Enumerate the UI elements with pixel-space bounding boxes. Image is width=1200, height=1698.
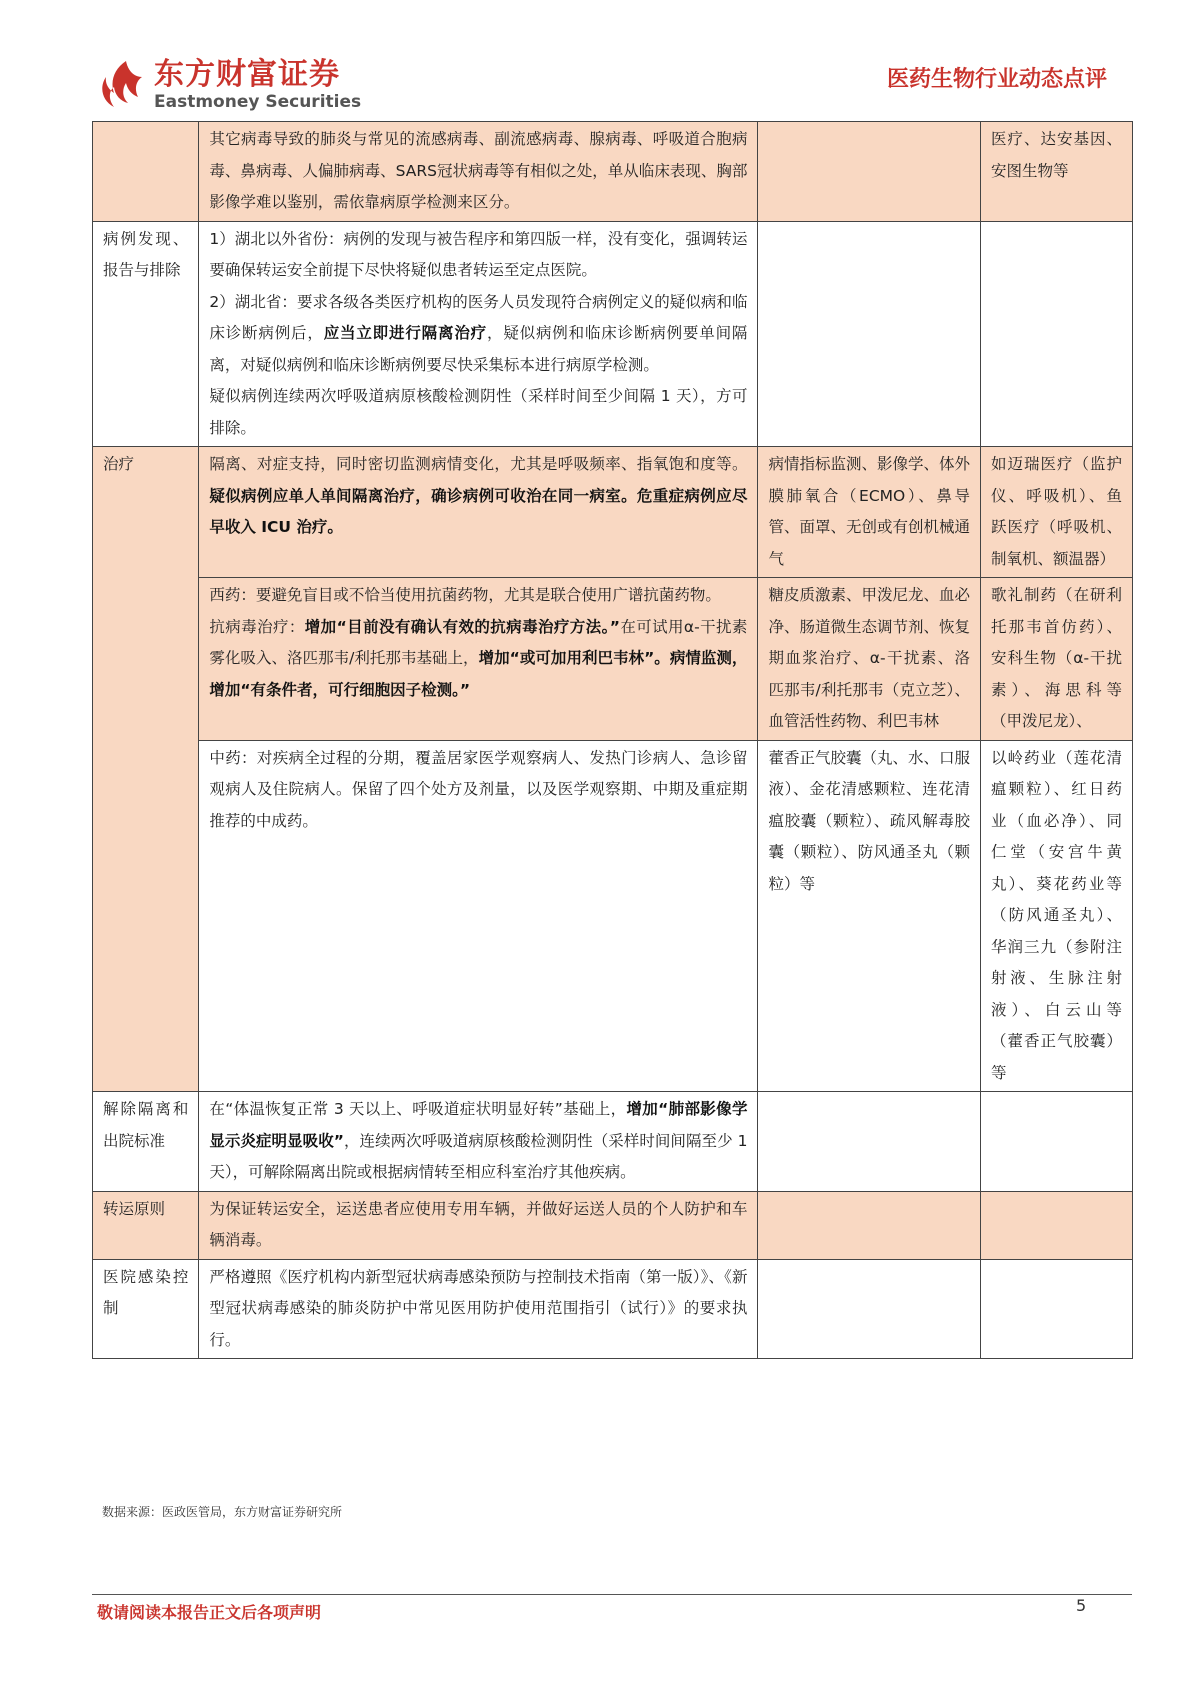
paragraph: 1）湖北以外省份：病例的发现与被告程序和第四版一样，没有变化，强调转运要确保转运安全前提下尽快将疑似患者转运至定点医院。: [209, 229, 748, 279]
table-cell: 以岭药业（莲花清瘟颗粒）、红日药业（血必净）、同仁堂（安宫牛黄丸）、葵花药业等（防风通圣丸）、华润三九（参附注射液、生脉注射液）、白云山等（藿香正气胶囊）等: [981, 740, 1133, 1092]
table-cell: 藿香正气胶囊（丸、水、口服液）、金花清感颗粒、连花清瘟胶囊（颗粒）、疏风解毒胶囊（颗粒）、防风通圣丸（颗粒）等: [758, 740, 981, 1092]
text-run: 在可试用α-干扰素雾化吸入、洛匹那韦/利托那韦基础上，: [209, 617, 748, 667]
bold-text: 增加“肺部影像学显示炎症明显吸收”: [209, 1100, 748, 1150]
bold-text: 增加“或可加用利巴韦林”。病情监测，增加“有条件者，可行细胞因子检测。”: [209, 649, 748, 699]
row-header-infection-control: 医院感染控制: [93, 1259, 199, 1359]
table-cell: [981, 1259, 1133, 1359]
table-row: [93, 1191, 1133, 1259]
table-cell: [758, 1191, 981, 1259]
table-cell: 糖皮质激素、甲泼尼龙、血必净、肠道微生态调节剂、恢复期血浆治疗、α-干扰素、洛匹那韦/利托那韦（克立芝）、血管活性药物、利巴韦林: [758, 578, 981, 741]
table-cell: [981, 221, 1133, 447]
footer-disclaimer: 敬请阅读本报告正文后各项声明: [97, 1603, 322, 1622]
report-type-title: 医药生物行业动态点评: [886, 67, 1107, 92]
page-header: [0, 48, 1200, 118]
table-cell: 医疗、达安基因、安图生物等: [981, 122, 1133, 222]
table-row: [93, 221, 1133, 447]
table-cell: 病情指标监测、影像学、体外膜肺氧合（ECMO）、鼻导管、面罩、无创或有创机械通气: [758, 447, 981, 578]
table-cell: 其它病毒导致的肺炎与常见的流感病毒、副流感病毒、腺病毒、呼吸道合胞病毒、鼻病毒、人偏肺病毒、SARS冠状病毒等有相似之处，单从临床表现、胸部影像学难以鉴别，需依靠病原学检测来区分。: [199, 122, 758, 222]
bold-text: 应当立即进行隔离治疗: [323, 324, 487, 342]
table-row: [93, 1259, 1133, 1359]
text-run: 2）湖北省：要求各级各类医疗机构的医务人员发现符合病例定义的疑似病和临床诊断病例后，: [209, 292, 748, 342]
bold-text: 疑似病例应单人单间隔离治疗，确诊病例可收治在同一病室。危重症病例应尽早收入 ICU 治疗。: [209, 486, 748, 536]
footer-divider: [92, 1594, 1132, 1595]
table-cell: [199, 221, 758, 447]
table-cell: [981, 1191, 1133, 1259]
table-cell: 严格遵照《医疗机构内新型冠状病毒感染预防与控制技术指南（第一版）》、《新型冠状病毒感染的肺炎防护中常见医用防护使用范围指引（试行）》的要求执行。: [199, 1259, 758, 1359]
row-header-case-discovery: 病例发现、报告与排除: [93, 221, 199, 447]
text-run: ，疑似病例和临床诊断病例要单间隔离，对疑似病例和临床诊断病例要尽快采集标本进行病原学检测。: [209, 324, 748, 374]
company-name-en: Eastmoney Securities: [154, 92, 362, 112]
company-logo: [100, 58, 361, 112]
policy-comparison-table: [92, 121, 1133, 1359]
table-cell: 如迈瑞医疗（监护仪、呼吸机）、鱼跃医疗（呼吸机、制氧机、额温器）: [981, 447, 1133, 578]
row-header-release-criteria: 解除隔离和出院标准: [93, 1092, 199, 1192]
table-cell: [758, 122, 981, 222]
text-run: ，连续两次呼吸道病原核酸检测阴性（采样时间间隔至少 1 天），可解除隔离出院或根据病情转至相应科室治疗其他疾病。: [209, 1131, 748, 1181]
table-row: [93, 1092, 1133, 1192]
table-cell: [199, 578, 758, 741]
company-name-cn: 东方财富证券: [154, 57, 340, 92]
text-run: 隔离、对症支持，同时密切监测病情变化，尤其是呼吸频率、指氧饱和度等。: [209, 455, 748, 473]
table-cell: 中药：对疾病全过程的分期，覆盖居家医学观察病人、发热门诊病人、急诊留观病人及住院病人。保留了四个处方及剂量，以及医学观察期、中期及重症期推荐的中成药。: [199, 740, 758, 1092]
table-row: [93, 578, 1133, 741]
table-row: [93, 122, 1133, 222]
table-cell: [93, 122, 199, 222]
text-run: 抗病毒治疗：: [209, 617, 305, 636]
table-row: [93, 447, 1133, 578]
paragraph: [209, 612, 747, 707]
page-number: 5: [1076, 1596, 1087, 1615]
table-row: [93, 740, 1133, 1092]
table-cell: [199, 447, 758, 578]
text-run: 在“体温恢复正常 3 天以上、呼吸道症状明显好转”基础上，: [209, 1100, 627, 1118]
paragraph: 疑似病例连续两次呼吸道病原核酸检测阴性（采样时间至少间隔 1 天），方可排除。: [209, 387, 748, 437]
table-cell: [758, 1259, 981, 1359]
paragraph: [209, 287, 747, 382]
table-cell: 歌礼制药（在研利托那韦首仿药）、安科生物（α-干扰素）、海思科等（甲泼尼龙）、: [981, 578, 1133, 741]
eastmoney-flame-icon: [100, 59, 150, 111]
table-cell: 为保证转运安全，运送患者应使用专用车辆，并做好运送人员的个人防护和车辆消毒。: [199, 1191, 758, 1259]
bold-text: 增加“目前没有确认有效的抗病毒治疗方法。”: [304, 617, 620, 636]
table-cell: [981, 1092, 1133, 1192]
data-source-note: 数据来源：医政医管局，东方财富证券研究所: [102, 1505, 343, 1519]
row-header-treatment: 治疗: [93, 447, 199, 1092]
table-cell: [758, 1092, 981, 1192]
table-cell: [758, 221, 981, 447]
row-header-transfer: 转运原则: [93, 1191, 199, 1259]
paragraph: 西药：要避免盲目或不恰当使用抗菌药物，尤其是联合使用广谱抗菌药物。: [209, 586, 721, 604]
table-cell: [199, 1092, 758, 1192]
